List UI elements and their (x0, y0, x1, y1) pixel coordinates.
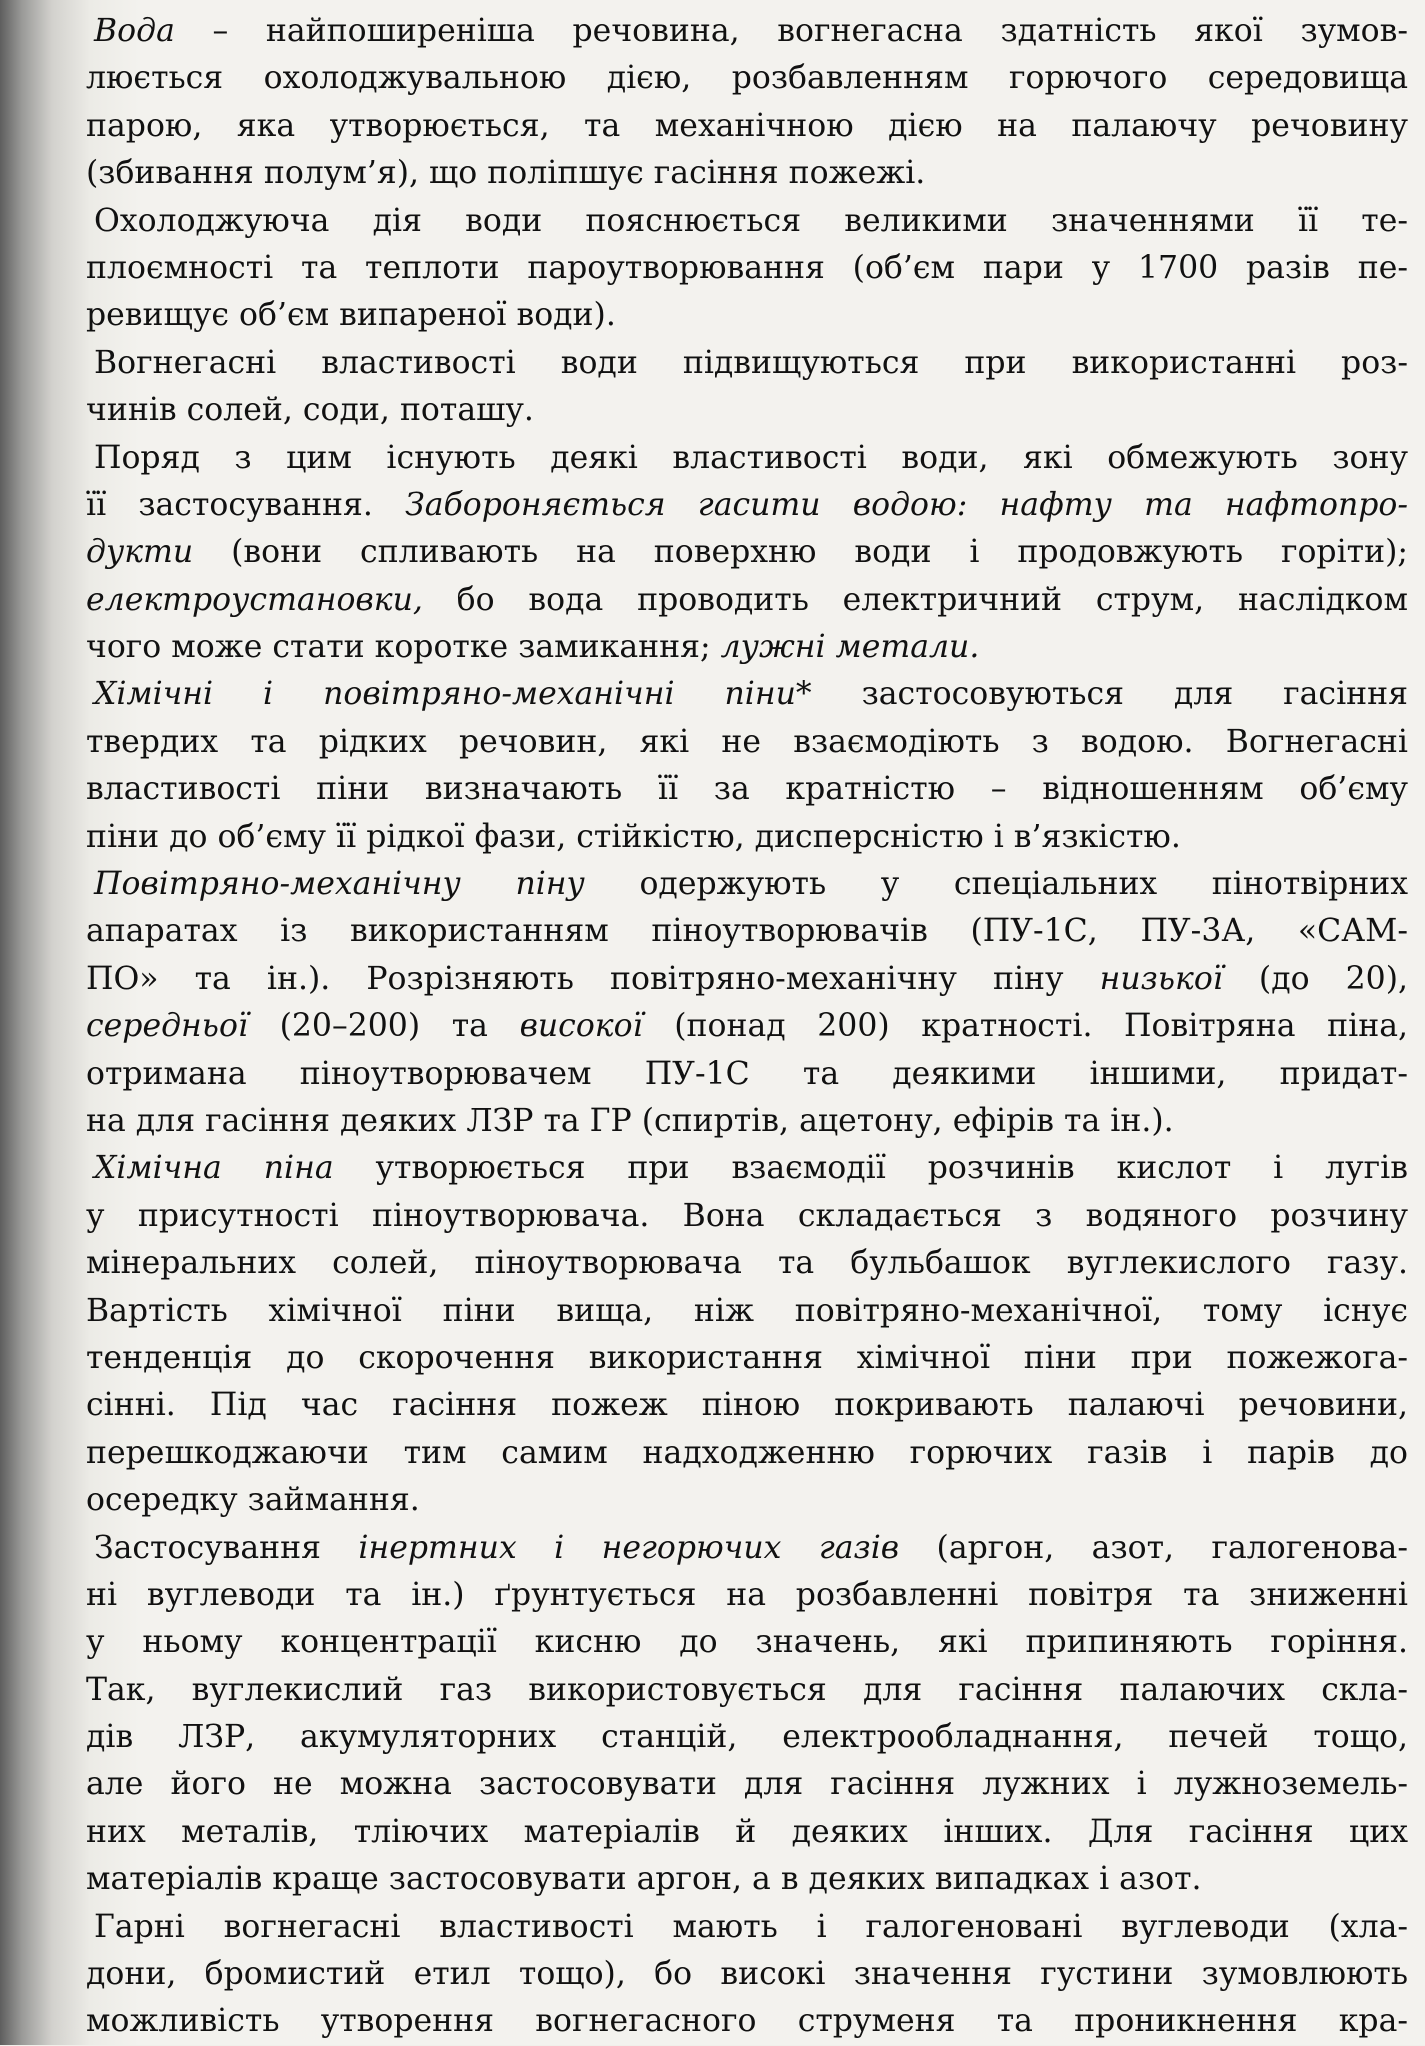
text-line (86, 1193, 1408, 1240)
text-run: ревищує об’єм випареної води). (86, 297, 616, 334)
text-line (86, 1240, 1408, 1287)
text-line (86, 1856, 1408, 1903)
text-line (86, 624, 1408, 671)
italic-term: Вода (94, 13, 175, 49)
text-line (86, 435, 1408, 482)
text-run: (збивання полум’я), що поліпшує гасіння пожежі. (86, 155, 926, 192)
text-run: люється охолоджувальною дією, розбавленням горючого середовища (86, 60, 1408, 97)
text-run: застосовуються для гасіння (811, 676, 1409, 713)
text-run: плоємності та теплоти пароутворювання (об’єм пари у 1700 разів пе- (86, 249, 1408, 286)
text-run: Вогнегасні властивості води підвищуються при використанні роз- (94, 344, 1408, 381)
text-line (86, 103, 1408, 150)
text-run: але його не можна застосовувати для гасіння лужних і лужноземель- (86, 1766, 1408, 1803)
italic-term: дукти (86, 534, 194, 571)
text-run: них металів, тліючих матеріалів й деяких інших. Для гасіння цих (86, 1813, 1408, 1850)
text-line (86, 1951, 1408, 1998)
text-run: одержують у спеціальних пінотвірних (584, 866, 1408, 903)
text-line (86, 340, 1408, 387)
text-line (86, 198, 1408, 245)
text-run: твердих та рідких речовин, які не взаємодіють з водою. Вогнегасні (86, 723, 1408, 760)
text-line (86, 1809, 1408, 1856)
paragraph (86, 198, 1408, 340)
text-run: у ньому концентрації кисню до значень, які припиняють горіння. (86, 1624, 1408, 1661)
text-line (86, 1382, 1408, 1429)
text-line (86, 1761, 1408, 1808)
text-line (86, 1288, 1408, 1335)
paragraph (86, 1904, 1408, 2046)
text-run: дів ЛЗР, акумуляторних станцій, електрообладнання, печей тощо, (86, 1719, 1408, 1756)
italic-term: електроустановки, (86, 581, 423, 618)
paragraph (86, 1145, 1408, 1524)
text-run: тенденція до скорочення використання хімічної піни при пожежога- (86, 1339, 1408, 1376)
text-run: дони, бромистий етил тощо), бо високі значення густини зумовлюють (86, 1956, 1408, 1993)
text-run: апаратах із використанням піноутворювачів (ПУ-1С, ПУ-3А, «САМ- (86, 913, 1408, 950)
text-line (86, 1098, 1408, 1145)
italic-term: середньої (86, 1008, 248, 1045)
italic-term: Хімічні і повітряно-механічні піни* (94, 676, 812, 713)
text-run: (понад 200) кратності. Повітряна піна, (642, 1008, 1408, 1045)
text-run: у присутності піноутворювача. Вона складається з водяного розчину (86, 1197, 1408, 1234)
text-line (86, 245, 1408, 292)
text-line (86, 1998, 1408, 2045)
text-line (86, 1335, 1408, 1382)
text-line (86, 1003, 1408, 1050)
paragraph (86, 1525, 1408, 1904)
italic-term: Забороняється гасити водою: нафту та нафтопро- (405, 486, 1409, 523)
text-line (86, 861, 1408, 908)
text-run: (вони спливають на поверхню води і продовжують горіти); (193, 534, 1408, 571)
paragraph (86, 861, 1408, 1145)
paragraph (86, 340, 1408, 435)
text-line (86, 1619, 1408, 1666)
text-line (86, 529, 1408, 576)
text-line (86, 1051, 1408, 1098)
text-line (86, 1430, 1408, 1477)
paragraph (86, 671, 1408, 861)
italic-term: високої (519, 1008, 643, 1045)
page-text (86, 8, 1408, 2046)
text-run: утворюється при взаємодії розчинів кислот і лугів (333, 1150, 1408, 1187)
text-run: осередку займання. (86, 1482, 420, 1519)
text-run: ні вуглеводи та ін.) ґрунтується на розбавленні повітря та зниженні (86, 1576, 1408, 1613)
text-run: парою, яка утворюється, та механічною дією на палаючу речовину (86, 107, 1408, 144)
text-line (86, 577, 1408, 624)
text-run: на для гасіння деяких ЛЗР та ГР (спиртів, ацетону, ефірів та ін.). (86, 1102, 1174, 1139)
text-line (86, 908, 1408, 955)
text-run: Охолоджуюча дія води пояснюється великими значеннями її те- (94, 202, 1408, 239)
text-run: Так, вуглекислий газ використовується для гасіння палаючих скла- (86, 1671, 1408, 1708)
text-run: ПО» та ін.). Розрізняють повітряно-механічну піну (86, 960, 1100, 997)
paragraph (86, 435, 1408, 672)
italic-term: низької (1099, 960, 1223, 997)
text-run: мінеральних солей, піноутворювача та бульбашок вуглекислого газу. (86, 1245, 1408, 1282)
text-line (86, 671, 1408, 718)
text-line (86, 956, 1408, 1003)
text-line (86, 55, 1408, 102)
text-run: Вартість хімічної піни вища, ніж повітряно-механічної, тому існує (86, 1292, 1408, 1329)
text-run: бо вода проводить електричний струм, наслідком (422, 581, 1408, 618)
text-run: піни до об’єму її рідкої фази, стійкістю, дисперсністю і в’язкістю. (86, 818, 1181, 855)
text-line (86, 1714, 1408, 1761)
text-run: сінні. Під час гасіння пожеж піною покривають палаючі речовини, (86, 1387, 1408, 1424)
text-line (86, 482, 1408, 529)
italic-term: Повітряно-механічну піну (94, 866, 585, 903)
text-line (86, 292, 1408, 339)
text-line (86, 1667, 1408, 1714)
text-line (86, 1525, 1408, 1572)
paragraph (86, 8, 1408, 198)
text-line (86, 1904, 1408, 1951)
text-run: перешкоджаючи тим самим надходженню горючих газів і парів до (86, 1434, 1408, 1471)
text-run: її застосування. (86, 486, 406, 523)
text-line (86, 766, 1408, 813)
text-run: Застосування (94, 1529, 359, 1566)
text-line (86, 719, 1408, 766)
text-line (86, 387, 1408, 434)
text-line (86, 1477, 1408, 1524)
text-run: Поряд з цим існують деякі властивості води, які обмежують зону (94, 439, 1408, 476)
text-line (86, 8, 1408, 55)
text-run: Гарні вогнегасні властивості мають і галогеновані вуглеводи (хла- (94, 1908, 1408, 1945)
italic-term: лужні метали. (720, 629, 980, 666)
text-line (86, 814, 1408, 861)
text-run: – найпоширеніша речовина, вогнегасна здатність якої зумов- (174, 13, 1408, 49)
text-run: можливість утворення вогнегасного струменя та проникнення кра- (86, 2003, 1408, 2040)
text-run: чинів солей, соди, поташу. (86, 392, 534, 429)
text-run: отримана піноутворювачем ПУ-1С та деякими іншими, придат- (86, 1055, 1408, 1092)
text-run: властивості піни визначають її за кратністю – відношенням об’єму (86, 771, 1408, 808)
text-run: матеріалів краще застосовувати аргон, а в деяких випадках і азот. (86, 1861, 1202, 1898)
italic-term: Хімічна піна (94, 1150, 334, 1187)
italic-term: інертних і негорючих газів (358, 1529, 900, 1566)
text-run: чого може стати коротке замикання; (86, 629, 721, 666)
text-run: (20–200) та (248, 1008, 520, 1045)
text-run: (до 20), (1222, 960, 1408, 997)
text-line (86, 1572, 1408, 1619)
text-line (86, 1145, 1408, 1192)
text-line (86, 150, 1408, 197)
text-run: (аргон, азот, галогенова- (899, 1529, 1408, 1566)
